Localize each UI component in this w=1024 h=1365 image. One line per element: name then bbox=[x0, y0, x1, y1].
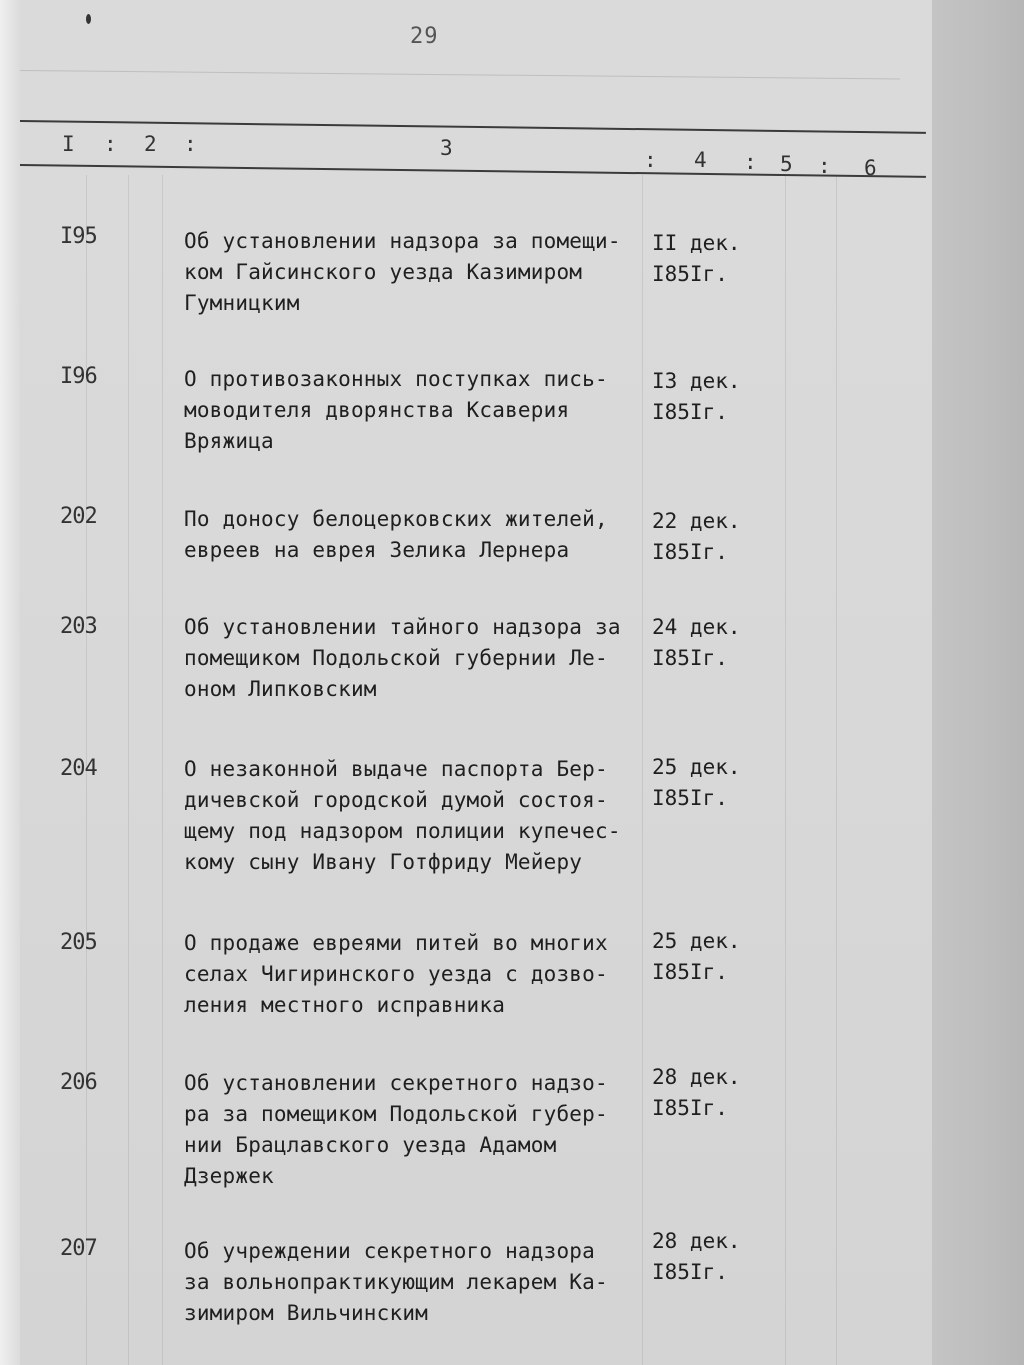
backing-sheet bbox=[932, 0, 1024, 1365]
column-separator: : bbox=[744, 150, 757, 174]
ink-mark bbox=[86, 14, 91, 24]
entry-title: О незаконной выдаче паспорта Бер- дичевской городской думой состоя- щему под надзором полиции купечес- кому сыну Ивану Готфриду Мейеру bbox=[184, 757, 621, 874]
entry-title: Об установлении тайного надзора за помещиком Подольской губернии Ле- оном Липковским bbox=[184, 615, 621, 701]
entry-number: I95 bbox=[60, 224, 97, 249]
column-separator: : bbox=[104, 132, 117, 156]
entry-date: I3 дек. I85Iг. bbox=[652, 369, 741, 424]
entry-date: 25 дек. I85Iг. bbox=[652, 929, 741, 984]
entry-number: 205 bbox=[60, 930, 97, 955]
column-guide-line bbox=[785, 175, 786, 1365]
entry-date: II дек. I85Iг. bbox=[652, 231, 741, 286]
entry-number: 203 bbox=[60, 614, 97, 639]
entry-title: О продаже евреями питей во многих селах Чигиринского уезда с дозво- ления местного исправника bbox=[184, 931, 608, 1017]
column-separator: : bbox=[644, 148, 657, 172]
entry-title: По доносу белоцерковских жителей, евреев на еврея Зелика Лернера bbox=[184, 507, 608, 562]
page-left-edge bbox=[0, 0, 20, 1365]
entry-date: 28 дек. I85Iг. bbox=[652, 1065, 741, 1120]
column-guide-line bbox=[128, 175, 129, 1365]
entry-date: 28 дек. I85Iг. bbox=[652, 1229, 741, 1284]
column-header-4: 4 bbox=[694, 148, 707, 172]
column-separator: : bbox=[818, 154, 831, 178]
column-separator: : bbox=[184, 132, 197, 156]
entry-title: Об установлении секретного надзо- ра за помещиком Подольской губер- нии Брацлавского уезда Адамом Дзержек bbox=[184, 1071, 608, 1188]
column-header-1: I bbox=[62, 132, 75, 156]
column-guide-line bbox=[162, 175, 163, 1365]
entry-date: 25 дек. I85Iг. bbox=[652, 755, 741, 810]
entry-number: 206 bbox=[60, 1070, 97, 1095]
column-header-6: 6 bbox=[864, 156, 877, 180]
entry-title: Об установлении надзора за помещи- ком Гайсинского уезда Казимиром Гумницким bbox=[184, 229, 621, 315]
page-number: 29 bbox=[410, 24, 439, 49]
entry-number: 204 bbox=[60, 756, 97, 781]
entry-date: 22 дек. I85Iг. bbox=[652, 509, 741, 564]
entry-number: 207 bbox=[60, 1236, 97, 1261]
column-guide-line bbox=[836, 175, 837, 1365]
entry-title: О противозаконных поступках пись- моводителя дворянства Ксаверия Вряжица bbox=[184, 367, 608, 453]
entry-date: 24 дек. I85Iг. bbox=[652, 615, 741, 670]
entry-number: 202 bbox=[60, 504, 97, 529]
column-header-3: 3 bbox=[440, 136, 453, 160]
entry-title: Об учреждении секретного надзора за вольнопрактикующим лекарем Ка- зимиром Вильчинским bbox=[184, 1239, 608, 1325]
column-header-2: 2 bbox=[144, 132, 157, 156]
column-header-5: 5 bbox=[780, 152, 793, 176]
entry-number: I96 bbox=[60, 364, 97, 389]
